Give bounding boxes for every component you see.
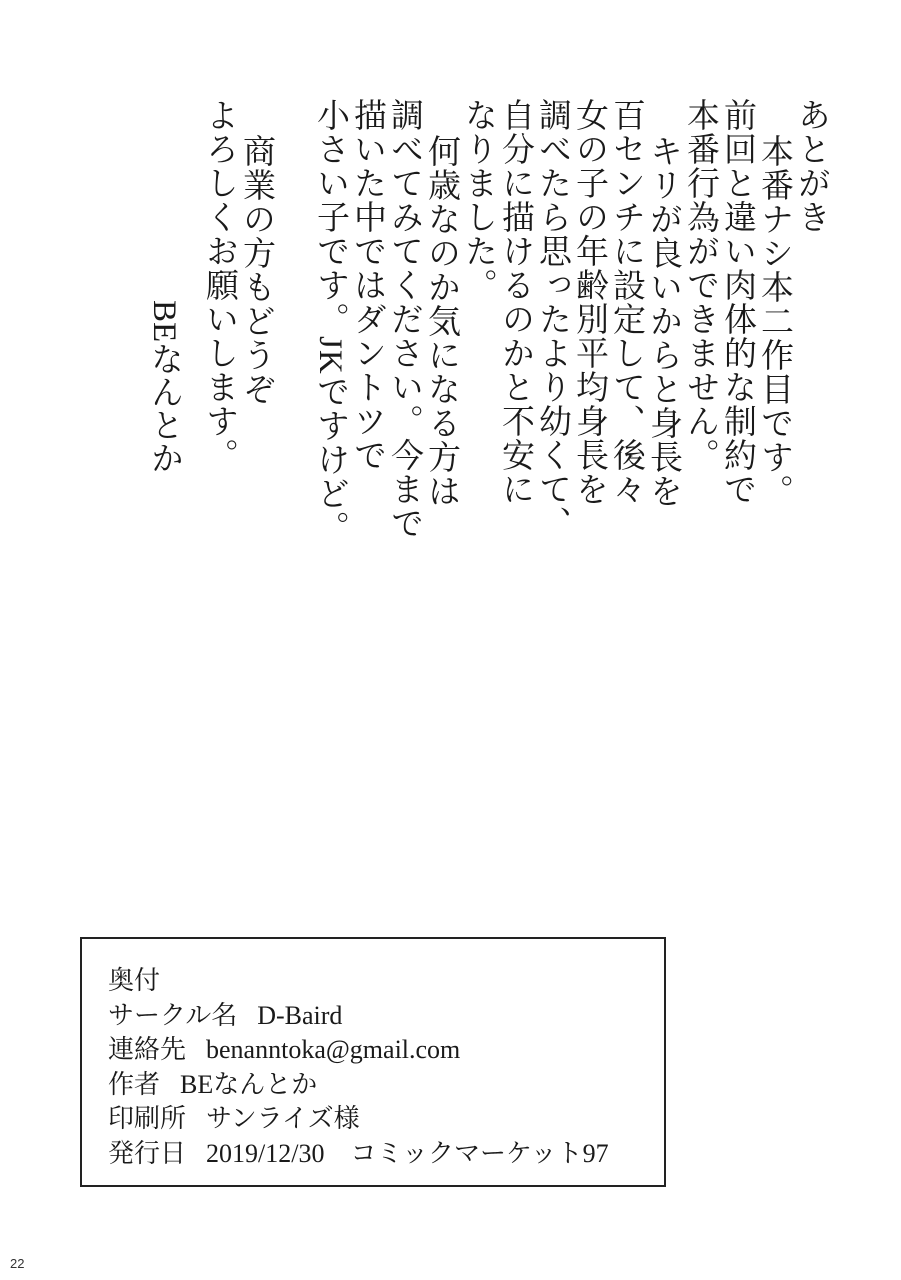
colophon-label: 印刷所 xyxy=(108,1104,187,1133)
colophon-value: benanntoka@gmail.com xyxy=(206,1035,461,1064)
afterword-line: 描いた中ではダントツで xyxy=(349,98,385,472)
afterword-line: 女の子の年齢別平均身長を xyxy=(571,98,607,506)
afterword-line: 何歳なのか気になる方は xyxy=(423,134,459,508)
afterword-line: 調べたら思ったより幼くて、 xyxy=(534,98,570,540)
afterword-line: 調べてみてください。今まで xyxy=(386,98,422,540)
afterword-line: 前回と違い肉体的な制約で xyxy=(719,98,755,506)
afterword-line: 本番ナシ本二作目です。 xyxy=(756,134,792,508)
colophon-label: サークル名 xyxy=(108,1000,238,1030)
afterword-line: 自分に描けるのかと不安に xyxy=(497,98,533,506)
afterword-line: よろしくお願いします。 xyxy=(201,98,237,472)
afterword-line: なりました。 xyxy=(460,98,496,302)
colophon-value: D-Baird xyxy=(257,1000,343,1030)
colophon-row-date xyxy=(108,1137,664,1172)
colophon-label: 作者 xyxy=(108,1069,161,1099)
afterword-line: 百センチに設定して、後々 xyxy=(608,98,644,506)
page-number: 22 xyxy=(10,1256,25,1271)
afterword-signature: BEなんとか xyxy=(146,300,182,475)
colophon-label: 連絡先 xyxy=(108,1035,187,1064)
colophon-value: BEなんとか xyxy=(180,1069,318,1099)
colophon-row-circle xyxy=(108,999,664,1034)
afterword-text xyxy=(200,98,829,545)
afterword-line: キリが良いからと身長を xyxy=(645,134,681,508)
colophon-row-contact xyxy=(108,1033,664,1068)
colophon-row-author xyxy=(108,1068,664,1103)
colophon-row-printer xyxy=(108,1102,664,1137)
afterword-title: あとがき xyxy=(793,98,829,234)
afterword-line: 商業の方もどうぞ xyxy=(238,134,274,406)
colophon-value: 2019/12/30 コミックマーケット97 xyxy=(206,1138,609,1168)
colophon-heading: 奥付 xyxy=(108,966,161,995)
afterword-line: 小さい子です。JKですけど。 xyxy=(312,98,348,545)
column-gap xyxy=(274,98,311,518)
colophon-label: 発行日 xyxy=(108,1138,187,1168)
colophon-value: サンライズ様 xyxy=(206,1104,360,1133)
afterword-line: 本番行為ができません。 xyxy=(682,98,718,472)
colophon-box xyxy=(80,937,666,1187)
